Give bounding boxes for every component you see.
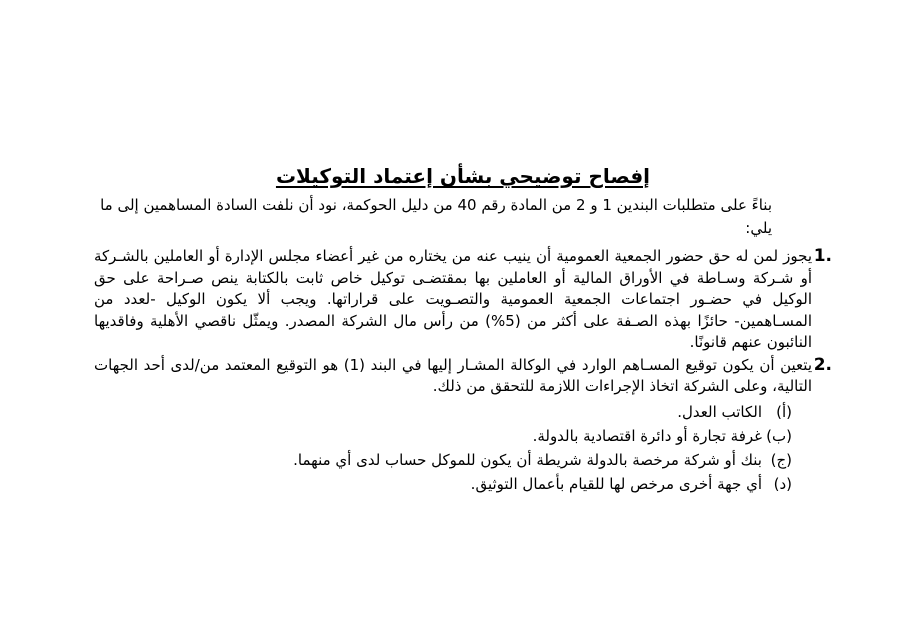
sub-item-marker: (أ) xyxy=(776,402,792,421)
item-number-1: .1 xyxy=(813,246,832,266)
sub-item-a xyxy=(94,400,792,424)
sub-item-marker: (د) xyxy=(773,474,792,493)
sub-item-text: بنك أو شركة مرخصة بالدولة شريطة أن يكون للموكل حساب لدى أي منهما. xyxy=(293,450,762,469)
item-number-2: .2 xyxy=(813,354,832,375)
document-body xyxy=(94,162,832,497)
sub-item-marker: (ج) xyxy=(770,450,792,469)
list-item-1 xyxy=(94,246,832,354)
item-text-2: يتعين أن يكون توقيع المسـاهم الوارد في الوكالة المشـار إليها في البند (1) هو التوقيع المعتمد من/لدى أحد الجهات التالية، وعلى الشركة اتخاذ الإجراءات اللازمة للتحقق من ذلك. xyxy=(94,355,812,395)
list-item-2 xyxy=(94,355,832,496)
sub-list xyxy=(94,400,792,496)
sub-item-text: أي جهة أخرى مرخص لها للقيام بأعمال التوثيق. xyxy=(470,474,762,493)
document-title: إفصاح توضيحي بشأن إعتماد التوكيلات xyxy=(275,164,651,188)
sub-item-text: الكاتب العدل. xyxy=(677,402,762,421)
sub-item-text: غرفة تجارة أو دائرة اقتصادية بالدولة. xyxy=(532,426,762,445)
item-text-1: يجوز لمن له حق حضور الجمعية العمومية أن ينيب عنه من يختاره من غير أعضاء مجلس الإدارة أو العاملين بالشـركة أو شـركة وسـاطة في الأوراق المالية أو العاملين بها بمقتضـى توكيل خاص ثابت بالكتابة ينص صـراحة على حق الوكيل في حضـور اجتماعات الجمعية العمومية والتصـويت على قراراتها. ويجب ألا يكون الوكيل -لعدد من المسـاهمين- حائزًا بهذه الصـفة على أكثر من (5%) من رأس مال الشركة المصدر. ويمثّل ناقصي الأهلية وفاقديها النائبون عنهم قانونًا. xyxy=(94,247,812,351)
sub-item-b xyxy=(94,424,792,448)
intro-paragraph: بناءً على متطلبات البندين 1 و 2 من المادة رقم 40 من دليل الحوكمة، نود أن نلفت السادة المساهمين إلى ما يلي: xyxy=(100,196,772,237)
sub-item-marker: (ب) xyxy=(766,426,792,445)
sub-item-d xyxy=(94,472,792,496)
sub-item-c xyxy=(94,448,792,472)
